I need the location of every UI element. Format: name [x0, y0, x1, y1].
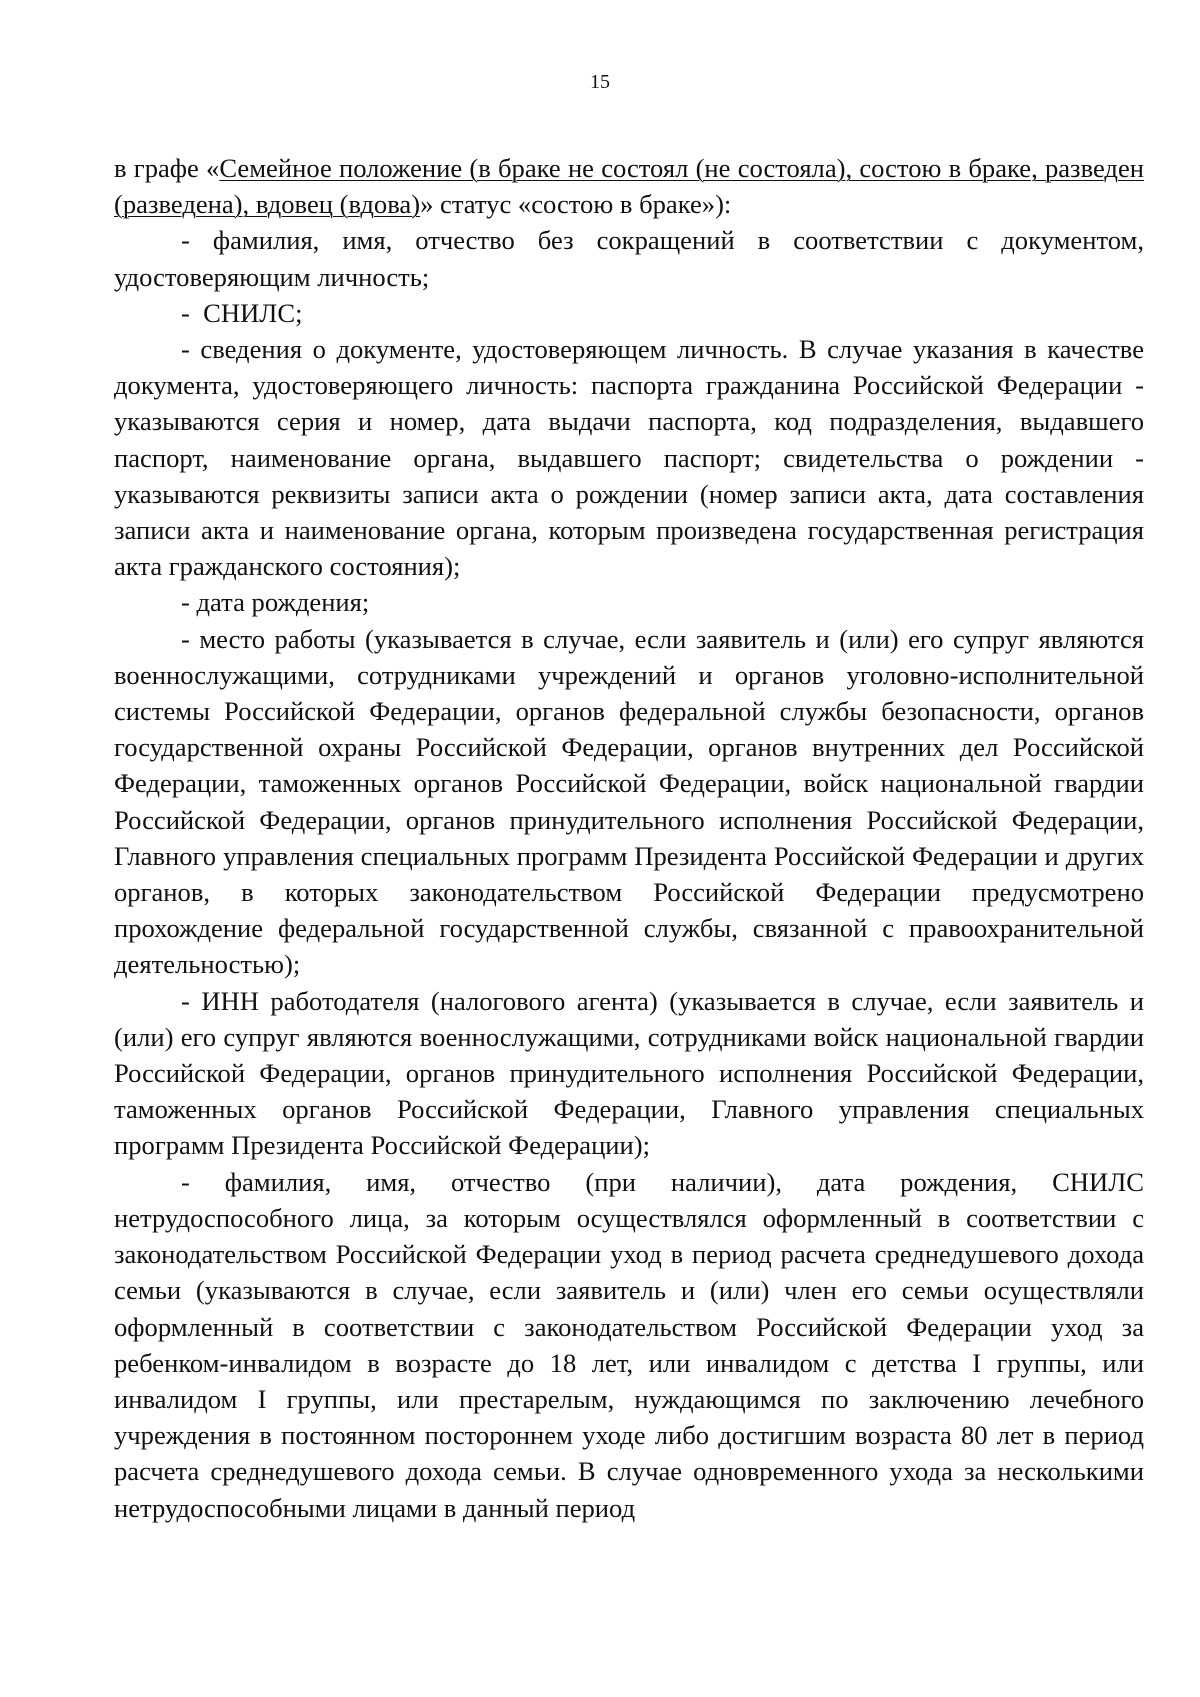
list-item-birth-date: - дата рождения; — [181, 587, 370, 618]
list-item-employer-inn: - ИНН работодателя (налогового агента) (указывается в случае, если заявитель и (или) его супруг являются военнослужащими, сотрудниками войск национальной гвардии Российской Федерации, органов принудительного исполнения Российской Федерации, таможенных органов Российской Федерации, Главного управления специальных программ Президента Российской Федерации); — [114, 985, 1144, 1161]
list-item-snils: - СНИЛС; — [181, 297, 303, 328]
marital-status-field-underlined: Семейное положение (в браке не состоял (не состояла), состою в браке, разведен (разведена), вдовец (вдова) — [114, 153, 1144, 220]
document-body — [114, 150, 1144, 1526]
marital-status-prefix: в графе « — [114, 153, 220, 183]
list-item-disabled-person-care: - фамилия, имя, отчество (при наличии), дата рождения, СНИЛС нетрудоспособного лица, за которым осуществлялся оформленный в соответствии с законодательством Российской Федерации уход в период расчета среднедушевого дохода семьи (указываются в случае, если заявитель и (или) член его семьи осуществляли оформленный в соответствии с законодательством Российской Федерации уход за ребенком-инвалидом в возрасте до 18 лет, или инвалидом с детства I группы, или инвалидом I группы, или престарелым, нуждающимся по заключению лечебного учреждения в постоянном постороннем уходе либо достигшим возраста 80 лет в период расчета среднедушевого дохода семьи. В случае одновременного ухода за несколькими нетрудоспособными лицами в данный период — [114, 1166, 1144, 1523]
marital-status-suffix: » статус «состою в браке»): — [420, 189, 732, 220]
paragraph-marital-status — [114, 150, 1144, 222]
list-item-full-name: - фамилия, имя, отчество без сокращений в соответствии с документом, удостоверяющим личность; — [114, 225, 1144, 292]
list-item-identity-document: - сведения о документе, удостоверяющем личность. В случае указания в качестве документа, удостоверяющего личность: паспорта гражданина Российской Федерации - указываются серия и номер, дата выдачи паспорта, код подразделения, выдавшего паспорт, наименование органа, выдавшего паспорт; свидетельства о рождении - указываются реквизиты записи акта о рождении (номер записи акта, дата составления записи акта и наименование органа, которым произведена государственная регистрация акта гражданского состояния); — [114, 334, 1144, 582]
page-number: 15 — [590, 71, 610, 93]
list-item-workplace: - место работы (указывается в случае, если заявитель и (или) его супруг являются военнослужащими, сотрудниками учреждений и органов уголовно-исполнительной системы Российской Федерации, органов федеральной службы безопасности, органов государственной охраны Российской Федерации, органов внутренних дел Российской Федерации, таможенных органов Российской Федерации, войск национальной гвардии Российской Федерации, органов принудительного исполнения Российской Федерации, Главного управления специальных программ Президента Российской Федерации и других органов, в которых законодательством Российской Федерации предусмотрено прохождение федеральной государственной службы, связанной с правоохранительной деятельностью); — [114, 623, 1144, 980]
